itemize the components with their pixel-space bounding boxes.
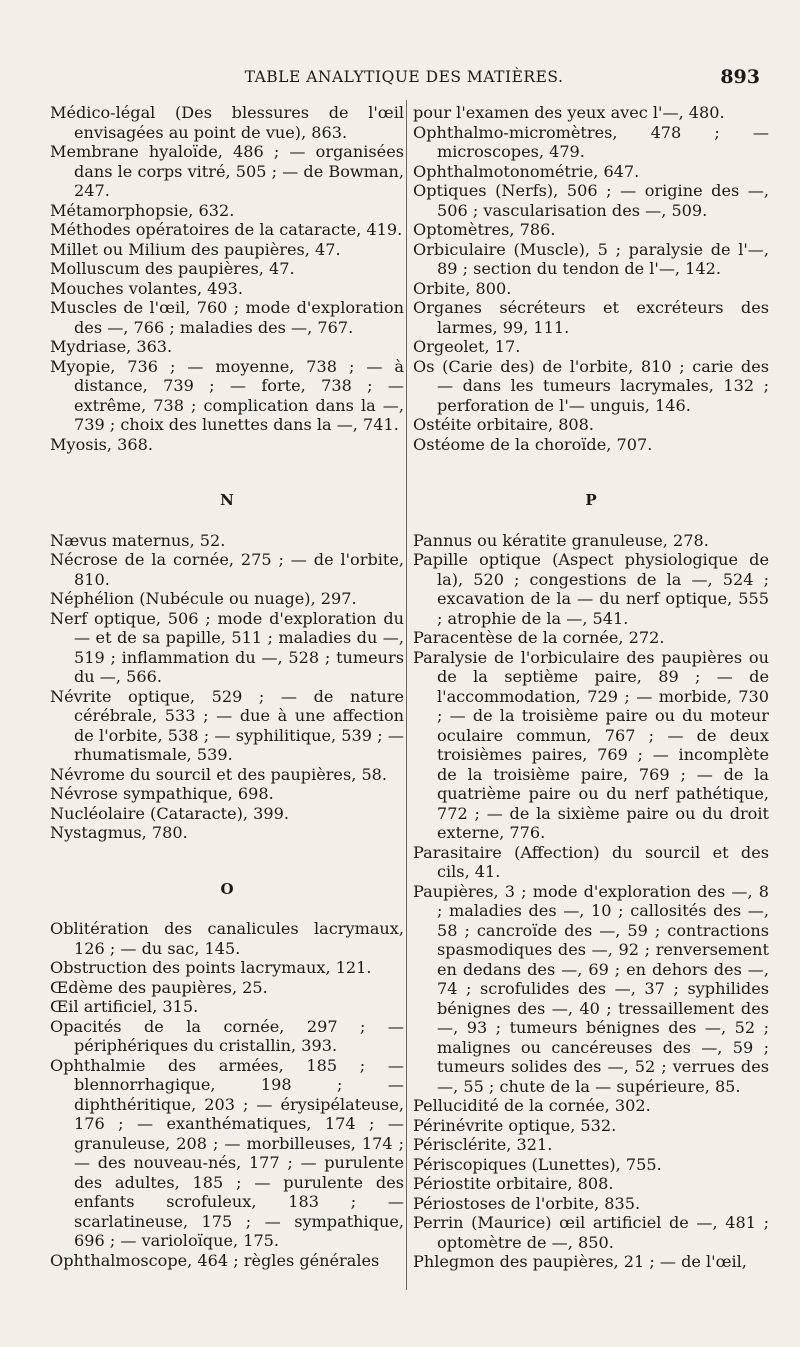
index-entry: Ophthalmotonométrie, 647. bbox=[413, 161, 640, 181]
section-p-list bbox=[413, 531, 769, 1272]
index-entry: Névrose sympathique, 698. bbox=[50, 784, 274, 803]
section-n-list bbox=[50, 531, 404, 843]
index-entry: Parasitaire (Affection) du sourcil et des cils, 41. bbox=[413, 842, 769, 881]
index-entry: Néphélion (Nubécule ou nuage), 297. bbox=[50, 589, 357, 608]
index-entry: Optomètres, 786. bbox=[413, 220, 556, 239]
index-entry: Pannus ou kératite granuleuse, 278. bbox=[413, 530, 709, 550]
right-column bbox=[413, 103, 769, 1272]
index-entry: Méthodes opératoires de la cataracte, 419. bbox=[50, 220, 403, 239]
index-entry: Muscles de l'œil, 760 ; mode d'exploration des —, 766 ; maladies des —, 767. bbox=[50, 298, 404, 337]
letter-heading-n: N bbox=[220, 491, 234, 509]
section-m-list bbox=[50, 103, 404, 454]
index-entry: Périostite orbitaire, 808. bbox=[413, 1174, 614, 1193]
index-entry: Paracentèse de la cornée, 272. bbox=[413, 628, 665, 647]
left-column bbox=[50, 103, 404, 1270]
column-divider bbox=[406, 100, 407, 1290]
index-entry: Périscopiques (Lunettes), 755. bbox=[413, 1154, 662, 1174]
index-entry: Oblitération des canalicules lacrymaux, 126 ; — du sac, 145. bbox=[50, 919, 404, 958]
page-number: 893 bbox=[720, 66, 760, 88]
index-entry: Périsclérite, 321. bbox=[413, 1135, 553, 1154]
index-entry: Paupières, 3 ; mode d'exploration des —, 8 ; maladies des —, 10 ; callosités des —, 58 ; cancroïde des —, 59 ; contractions spasmodiques des —, 92 ; renversement en dedans des —, 69 ; en dehors des —, 74 ; scrofulides des —, 37 ; syphilides bénignes des —, 40 ; tressaillement des —, 93 ; tumeurs bénignes des —, 52 ; malignes ou cancéreuses des —, 59 ; tumeurs solides des —, 52 ; verrues des —, 55 ; chute de la — supérieure, 85. bbox=[413, 881, 769, 1096]
index-entry: Nystagmus, 780. bbox=[50, 823, 188, 842]
index-entry: Paralysie de l'orbiculaire des paupières ou de la septième paire, 89 ; — de l'accommodation, 729 ; — morbide, 730 ; — de la troisième paire ou du moteur oculaire commun, 767 ; — de deux troisièmes paires, 769 ; — incomplète de la troisième paire, 769 ; — de la quatrième paire ou du nerf pathétique, 772 ; — de la sixième paire ou du droit externe, 776. bbox=[413, 647, 769, 842]
index-entry: Nerf optique, 506 ; mode d'exploration du — et de sa papille, 511 ; maladies du —, 519 ; inflammation du —, 528 ; tumeurs du —, 566. bbox=[50, 608, 404, 686]
index-entry: Médico-légal (Des blessures de l'œil envisagées au point de vue), 863. bbox=[50, 103, 404, 142]
index-entry: Perrin (Maurice) œil artificiel de —, 481 ; optomètre de —, 850. bbox=[413, 1213, 769, 1252]
index-entry: Œdème des paupières, 25. bbox=[50, 977, 268, 997]
index-entry: Ophthalmoscope, 464 ; règles générales bbox=[50, 1250, 380, 1270]
letter-heading-o: O bbox=[220, 879, 234, 898]
index-entry: Mouches volantes, 493. bbox=[50, 278, 244, 298]
index-entry: Ostéome de la choroïde, 707. bbox=[413, 434, 653, 454]
index-entry: Périnévrite optique, 532. bbox=[413, 1115, 617, 1135]
index-entry: Nævus maternus, 52. bbox=[50, 530, 226, 550]
index-entry: Orgeolet, 17. bbox=[413, 337, 521, 356]
index-entry: Millet ou Milium des paupières, 47. bbox=[50, 239, 341, 259]
header-title: TABLE ANALYTIQUE DES MATIÈRES. bbox=[244, 68, 564, 86]
index-entry: Membrane hyaloïde, 486 ; — organisées dans le corps vitré, 505 ; — de Bowman, 247. bbox=[50, 142, 404, 200]
index-entry: Ostéite orbitaire, 808. bbox=[413, 415, 595, 434]
index-entry: Orbiculaire (Muscle), 5 ; paralysie de l'—, 89 ; section du tendon de l'—, 142. bbox=[413, 239, 769, 278]
index-entry: Myopie, 736 ; — moyenne, 738 ; — à distance, 739 ; — forte, 738 ; — extrême, 738 ; complication dans la —, 739 ; choix des lunettes dans la —, 741. bbox=[50, 356, 404, 434]
index-entry: pour l'examen des yeux avec l'—, 480. bbox=[413, 103, 725, 122]
index-entry: Périostoses de l'orbite, 835. bbox=[413, 1193, 641, 1213]
section-o-list bbox=[50, 919, 404, 1270]
index-entry: Optiques (Nerfs), 506 ; — origine des —, 506 ; vascularisation des —, 509. bbox=[413, 181, 769, 220]
index-entry: Molluscum des paupières, 47. bbox=[50, 259, 295, 278]
index-entry: Œil artificiel, 315. bbox=[50, 997, 199, 1016]
letter-heading-p: P bbox=[585, 491, 597, 509]
index-entry: Orbite, 800. bbox=[413, 278, 512, 298]
section-o-continued-list bbox=[413, 103, 769, 454]
index-entry: Papille optique (Aspect physiologique de la), 520 ; congestions de la —, 524 ; excavation de la — du nerf optique, 555 ; atrophie de la —, 541. bbox=[413, 550, 769, 628]
index-entry: Névrome du sourcil et des paupières, 58. bbox=[50, 764, 388, 784]
index-entry: Ophthalmie des armées, 185 ; — blennorrhagique, 198 ; — diphthéritique, 203 ; — érysipélateuse, 176 ; — exanthématiques, 174 ; — granuleuse, 208 ; — morbilleuses, 174 ; — des nouveau-nés, 177 ; — purulente des adultes, 185 ; — purulente des enfants scrofuleux, 183 ; — scarlatineuse, 175 ; — sympathique, 696 ; — varioloïque, 175. bbox=[50, 1055, 404, 1250]
index-entry: Mydriase, 363. bbox=[50, 337, 173, 356]
index-entry: Opacités de la cornée, 297 ; — périphériques du cristallin, 393. bbox=[50, 1016, 404, 1055]
running-header bbox=[48, 66, 760, 92]
index-entry: Os (Carie des) de l'orbite, 810 ; carie des — dans les tumeurs lacrymales, 132 ; perforation de l'— unguis, 146. bbox=[413, 356, 769, 415]
index-entry: Nucléolaire (Cataracte), 399. bbox=[50, 803, 289, 823]
index-entry: Myosis, 368. bbox=[50, 434, 153, 454]
index-entry: Nécrose de la cornée, 275 ; — de l'orbite, 810. bbox=[50, 550, 404, 589]
index-entry: Obstruction des points lacrymaux, 121. bbox=[50, 958, 372, 977]
index-entry: Phlegmon des paupières, 21 ; — de l'œil, bbox=[413, 1252, 747, 1271]
index-entry: Névrite optique, 529 ; — de nature cérébrale, 533 ; — due à une affection de l'orbite, 538 ; — syphilitique, 539 ; — rhumatismale, 539. bbox=[50, 686, 404, 764]
index-entry: Métamorphopsie, 632. bbox=[50, 200, 235, 220]
index-entry: Ophthalmo-micromètres, 478 ; — microscopes, 479. bbox=[413, 122, 769, 161]
index-entry: Pellucidité de la cornée, 302. bbox=[413, 1096, 651, 1115]
index-entry: Organes sécréteurs et excréteurs des larmes, 99, 111. bbox=[413, 298, 769, 337]
